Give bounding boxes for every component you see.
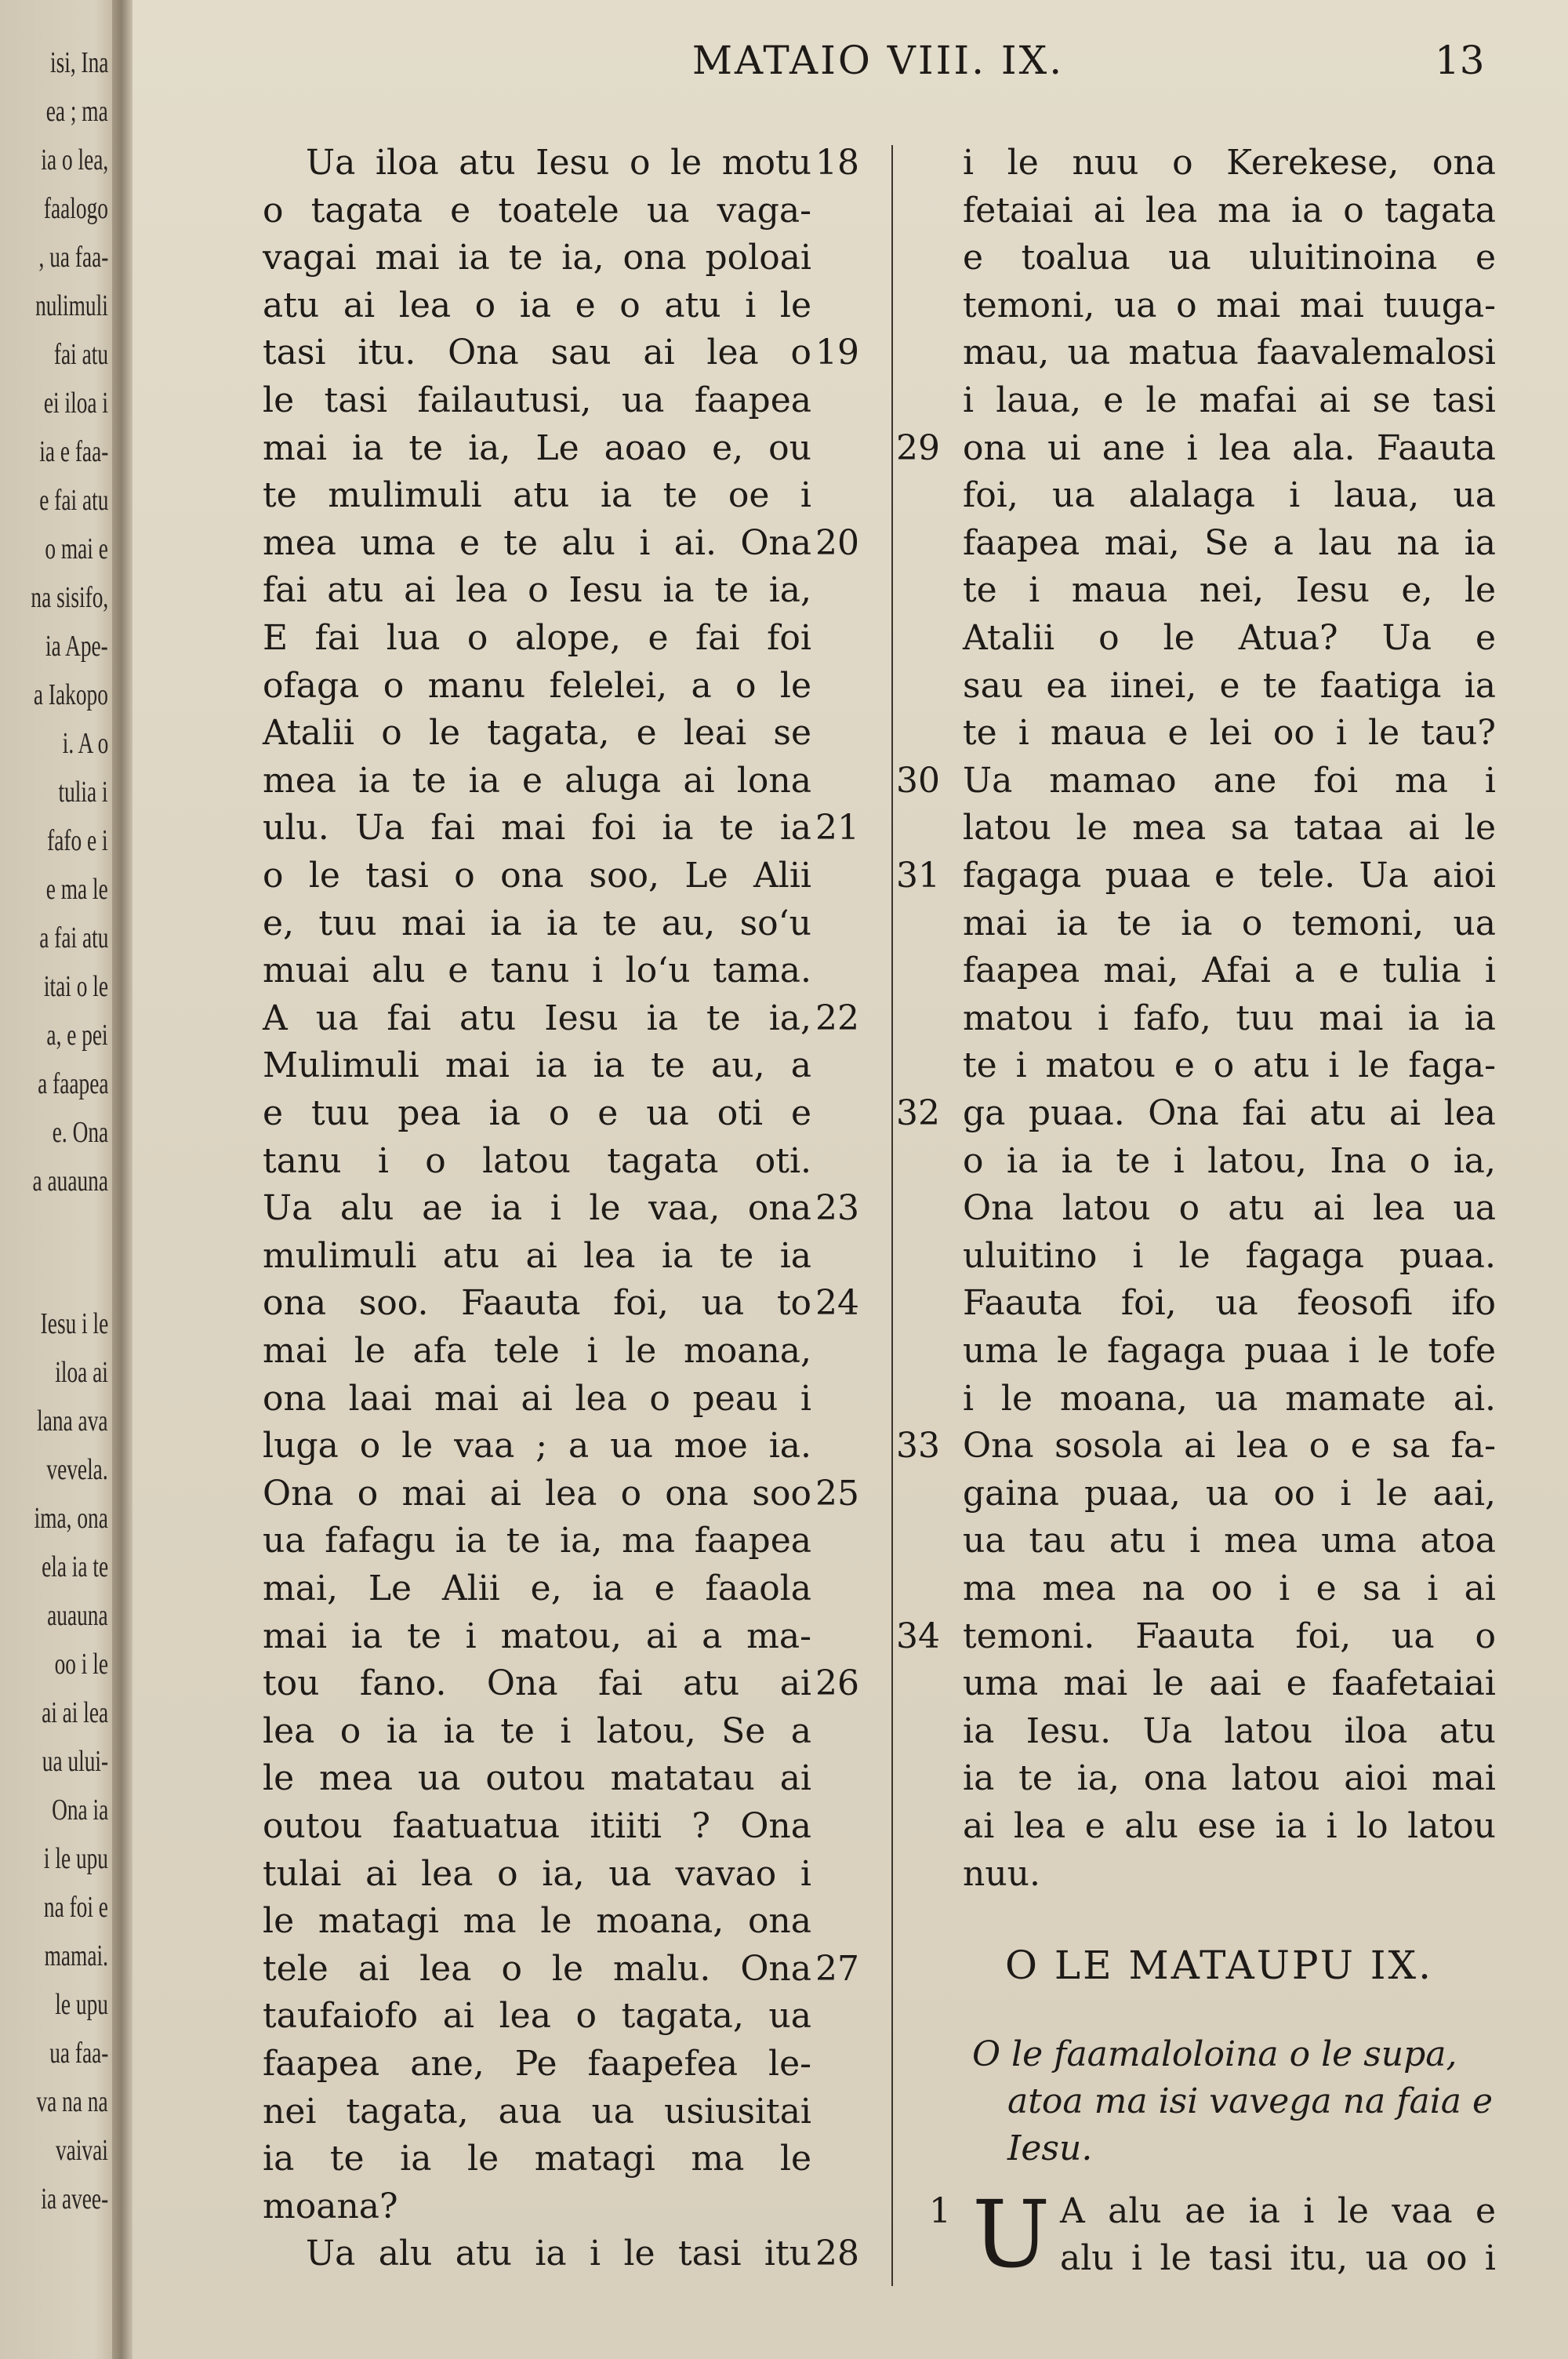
text-line: matou i fafo, tuu mai ia ia (963, 998, 1496, 1038)
previous-page-text-fragment: fafo e i (47, 824, 108, 857)
text-line: Atalii o le tagata, e leai se (263, 713, 811, 754)
previous-page-text-fragment: faalogo (43, 192, 108, 225)
verse-number: 30 (896, 760, 940, 801)
text-line: muai alu e tanu i lo‘u tama. (263, 951, 811, 991)
text-line: te i maua nei, Iesu e, le (963, 570, 1496, 611)
previous-page-text-fragment: vaivai (56, 2134, 108, 2167)
text-line: mai ia te ia o temoni, ua (963, 903, 1496, 943)
text-line: Ua mamao ane foi ma i (963, 760, 1496, 801)
text-line: foi, ua alalaga i laua, ua (963, 475, 1496, 516)
text-line: temoni. Faauta foi, ua o (963, 1616, 1496, 1656)
text-line: luga o le vaa ; a ua moe ia. (263, 1426, 811, 1467)
verse-number: 27 (815, 1948, 859, 1989)
running-head: MATAIO VIII. IX. (691, 38, 1065, 83)
text-line: o tagata e toatele ua vaga- (263, 190, 811, 231)
text-line: ia te ia, ona latou aioi mai (963, 1758, 1496, 1799)
text-line: tou fano. Ona fai atu ai (263, 1663, 811, 1704)
text-line: o ia ia te i latou, Ina o ia, (963, 1140, 1496, 1181)
previous-page-text-fragment: Ona ia (51, 1794, 108, 1826)
previous-page-text-fragment: ia Ape- (45, 630, 108, 663)
verse-number: 24 (815, 1283, 859, 1324)
text-line: le mea ua outou matatau ai (263, 1758, 811, 1799)
chapter-summary-line: atoa ma isi vavega na faia e (1007, 2081, 1494, 2121)
previous-page-text-fragment: a fai atu (38, 921, 108, 954)
verse-number: 31 (896, 856, 940, 896)
text-line: fagaga puaa e tele. Ua aioi (963, 856, 1496, 896)
previous-page-text-fragment: ai ai lea (41, 1696, 108, 1729)
previous-page-text-fragment: ima, ona (34, 1502, 108, 1535)
text-line: o le tasi o ona soo, Le Alii (263, 856, 811, 896)
chapter-summary-line: O le faamaloloina o le supa, (972, 2034, 1457, 2074)
text-line: faapea ane, Pe faapefea le- (263, 2044, 811, 2084)
text-line: tele ai lea o le malu. Ona (263, 1948, 811, 1989)
text-line: e tuu pea ia o e ua oti e (263, 1093, 811, 1133)
previous-page-text-fragment: fai atu (53, 338, 108, 371)
text-line: faapea mai, Afai a e tulia i (963, 951, 1496, 991)
text-line: uma le fagaga puaa i le tofe (963, 1331, 1496, 1371)
previous-page-text-fragment: oo i le (54, 1648, 108, 1681)
verse-number: 23 (815, 1188, 859, 1229)
text-line: tasi itu. Ona sau ai lea o (263, 333, 811, 373)
previous-page-text-fragment: na sisifo, (31, 581, 108, 614)
previous-page-text-fragment: le upu (55, 1988, 108, 2021)
text-line: te i matou e o atu i le faga- (963, 1045, 1496, 1086)
previous-page-text-fragment: isi, Ina (49, 46, 108, 79)
verse-number: 28 (815, 2234, 859, 2274)
previous-page-text-fragment: ia avee- (41, 2183, 108, 2215)
text-line: ai lea e alu ese ia i lo latou (963, 1806, 1496, 1846)
page-header (0, 31, 1568, 94)
text-line: mai le afa tele i le moana, (263, 1331, 811, 1371)
previous-page-text-fragment: ei iloa i (43, 387, 108, 420)
verse-number: 25 (815, 1473, 859, 1514)
previous-page-text-fragment: a auauna (32, 1165, 108, 1198)
text-line: uluitino i le fagaga puaa. (963, 1235, 1496, 1276)
text-line: ia Iesu. Ua latou iloa atu (963, 1710, 1496, 1751)
previous-page-text-fragment: ela ia te (41, 1550, 108, 1583)
text-line: i le nuu o Kerekese, ona (963, 143, 1496, 183)
previous-page-text-fragment: ia o lea, (41, 144, 108, 176)
text-line: Ona latou o atu ai lea ua (963, 1188, 1496, 1229)
text-line: faapea mai, Se a lau na ia (963, 522, 1496, 563)
text-line: e, tuu mai ia ia te au, so‘u (263, 903, 811, 943)
text-line: ia te ia le matagi ma le (263, 2139, 811, 2179)
previous-page-text-fragment: iloa ai (55, 1356, 108, 1389)
previous-page-text-fragment: ua ului- (42, 1745, 108, 1778)
text-line: A alu ae ia i le vaa e (1060, 2191, 1496, 2231)
text-line: e toalua ua uluitinoina e (963, 238, 1496, 278)
previous-page-text-fragment: mamai. (44, 1939, 108, 1972)
text-line: i le moana, ua mamate ai. (963, 1378, 1496, 1419)
text-line: le matagi ma le moana, ona (263, 1901, 811, 1942)
text-line: ga puaa. Ona fai atu ai lea (963, 1093, 1496, 1133)
text-line: fetaiai ai lea ma ia o tagata (963, 190, 1496, 231)
previous-page-text-fragment: itai o le (43, 970, 108, 1003)
text-line: nei tagata, aua ua usiusitai (263, 2091, 811, 2132)
text-line: Ua alu ae ia i le vaa, ona (263, 1188, 811, 1229)
chapter-summary-line: Iesu. (1007, 2128, 1093, 2168)
text-line: ofaga o manu felelei, a o le (263, 665, 811, 706)
chapter-heading: O LE MATAUPU IX. (1005, 1943, 1433, 1988)
previous-page-text-fragment: vevela. (46, 1453, 108, 1486)
text-line: te mulimuli atu ia te oe i (263, 475, 811, 516)
text-line: Ua iloa atu Iesu o le motu (306, 143, 811, 183)
text-line: te i maua e lei oo i le tau? (963, 713, 1496, 754)
previous-page-text-fragment: lana ava (37, 1405, 108, 1438)
previous-page-text-fragment: e fai atu (38, 484, 108, 517)
previous-page-text-fragment: Iesu i le (40, 1307, 108, 1340)
text-line: atu ai lea o ia e o atu i le (263, 285, 811, 325)
text-line: Atalii o le Atua? Ua e (963, 618, 1496, 658)
text-line: mai ia te ia, Le aoao e, ou (263, 427, 811, 468)
verse-number: 18 (815, 143, 859, 183)
previous-page-text-fragment: na foi e (43, 1891, 108, 1924)
verse-number: 26 (815, 1663, 859, 1704)
previous-page-text-fragment: i. A o (62, 727, 108, 760)
text-line: A ua fai atu Iesu ia te ia, (263, 998, 811, 1038)
text-line: gaina puaa, ua oo i le aai, (963, 1473, 1496, 1514)
drop-cap: U (972, 2180, 1051, 2288)
previous-page-edge (0, 0, 118, 2359)
text-line: mulimuli atu ai lea ia te ia (263, 1235, 811, 1276)
verse-number: 29 (896, 427, 940, 468)
column-divider (891, 145, 893, 2286)
previous-page-text-fragment: auauna (47, 1599, 108, 1632)
text-line: alu i le tasi itu, ua oo i (1060, 2238, 1496, 2278)
previous-page-text-fragment: ea ; ma (46, 95, 108, 128)
text-line: tanu i o latou tagata oti. (263, 1140, 811, 1181)
text-line: sau ea iinei, e te faatiga ia (963, 665, 1496, 706)
previous-page-text-fragment: o mai e (45, 533, 108, 565)
previous-page-text-fragment: ia e faa- (38, 435, 108, 468)
previous-page-text-fragment: a, e pei (46, 1019, 108, 1052)
previous-page-text-fragment: e ma le (46, 873, 108, 906)
text-line: mau, ua matua faavalemalosi (963, 333, 1496, 373)
text-line: fai atu ai lea o Iesu ia te ia, (263, 570, 811, 611)
text-line: Faauta foi, ua feosofi ifo (963, 1283, 1496, 1324)
text-line: uma mai le aai e faafetaiai (963, 1663, 1496, 1704)
text-line: ua fafagu ia te ia, ma faapea (263, 1521, 811, 1561)
text-line: i laua, e le mafai ai se tasi (963, 380, 1496, 420)
text-line: Ua alu atu ia i le tasi itu (306, 2234, 811, 2274)
text-line: latou le mea sa tataa ai le (963, 808, 1496, 849)
text-line: ona ui ane i lea ala. Faauta (963, 427, 1496, 468)
text-line: ulu. Ua fai mai foi ia te ia (263, 808, 811, 849)
previous-page-text-fragment: , ua faa- (38, 241, 108, 274)
verse-number: 22 (815, 998, 859, 1038)
previous-page-text-fragment: i le upu (43, 1842, 108, 1875)
text-line: le tasi failautusi, ua faapea (263, 380, 811, 420)
text-line: E fai lua o alope, e fai foi (263, 618, 811, 658)
previous-page-text-fragment: nulimuli (35, 289, 108, 322)
verse-number: 21 (815, 808, 859, 849)
text-line: ua tau atu i mea uma atoa (963, 1521, 1496, 1561)
verse-number: 20 (815, 522, 859, 563)
text-line: Mulimuli mai ia ia te au, a (263, 1045, 811, 1086)
verse-number: 34 (896, 1616, 940, 1656)
text-line: mai ia te i matou, ai a ma- (263, 1616, 811, 1656)
text-line: nuu. (963, 1853, 1040, 1894)
book-gutter (112, 0, 132, 2359)
text-line: outou faatuatua itiiti ? Ona (263, 1806, 811, 1846)
text-line: tulai ai lea o ia, ua vavao i (263, 1853, 811, 1894)
text-line: mea uma e te alu i ai. Ona (263, 522, 811, 563)
text-line: taufaiofo ai lea o tagata, ua (263, 1996, 811, 2037)
text-line: ona laai mai ai lea o peau i (263, 1378, 811, 1419)
previous-page-text-fragment: a Iakopo (34, 678, 108, 711)
text-line: mea ia te ia e aluga ai lona (263, 760, 811, 801)
page-number: 13 (1435, 38, 1485, 83)
text-line: mai, Le Alii e, ia e faaola (263, 1568, 811, 1608)
text-line: ma mea na oo i e sa i ai (963, 1568, 1496, 1608)
text-line: ona soo. Faauta foi, ua to (263, 1283, 811, 1324)
text-line: Ona o mai ai lea o ona soo (263, 1473, 811, 1514)
previous-page-text-fragment: ua faa- (49, 2037, 108, 2070)
text-line: temoni, ua o mai mai tuuga- (963, 285, 1496, 325)
text-line: moana? (263, 2186, 398, 2226)
verse-number: 32 (896, 1093, 940, 1133)
previous-page-text-fragment: e. Ona (52, 1116, 108, 1149)
verse-number: 1 (929, 2191, 951, 2231)
previous-page-text-fragment: tulia i (58, 776, 108, 809)
previous-page-text-fragment: va na na (36, 2085, 108, 2118)
text-line: lea o ia ia te i latou, Se a (263, 1710, 811, 1751)
previous-page-text-fragment: a faapea (37, 1067, 108, 1100)
text-line: Ona sosola ai lea o e sa fa- (963, 1426, 1496, 1467)
verse-number: 19 (815, 333, 859, 373)
verse-number: 33 (896, 1426, 940, 1467)
text-line: vagai mai ia te ia, ona poloai (263, 238, 811, 278)
